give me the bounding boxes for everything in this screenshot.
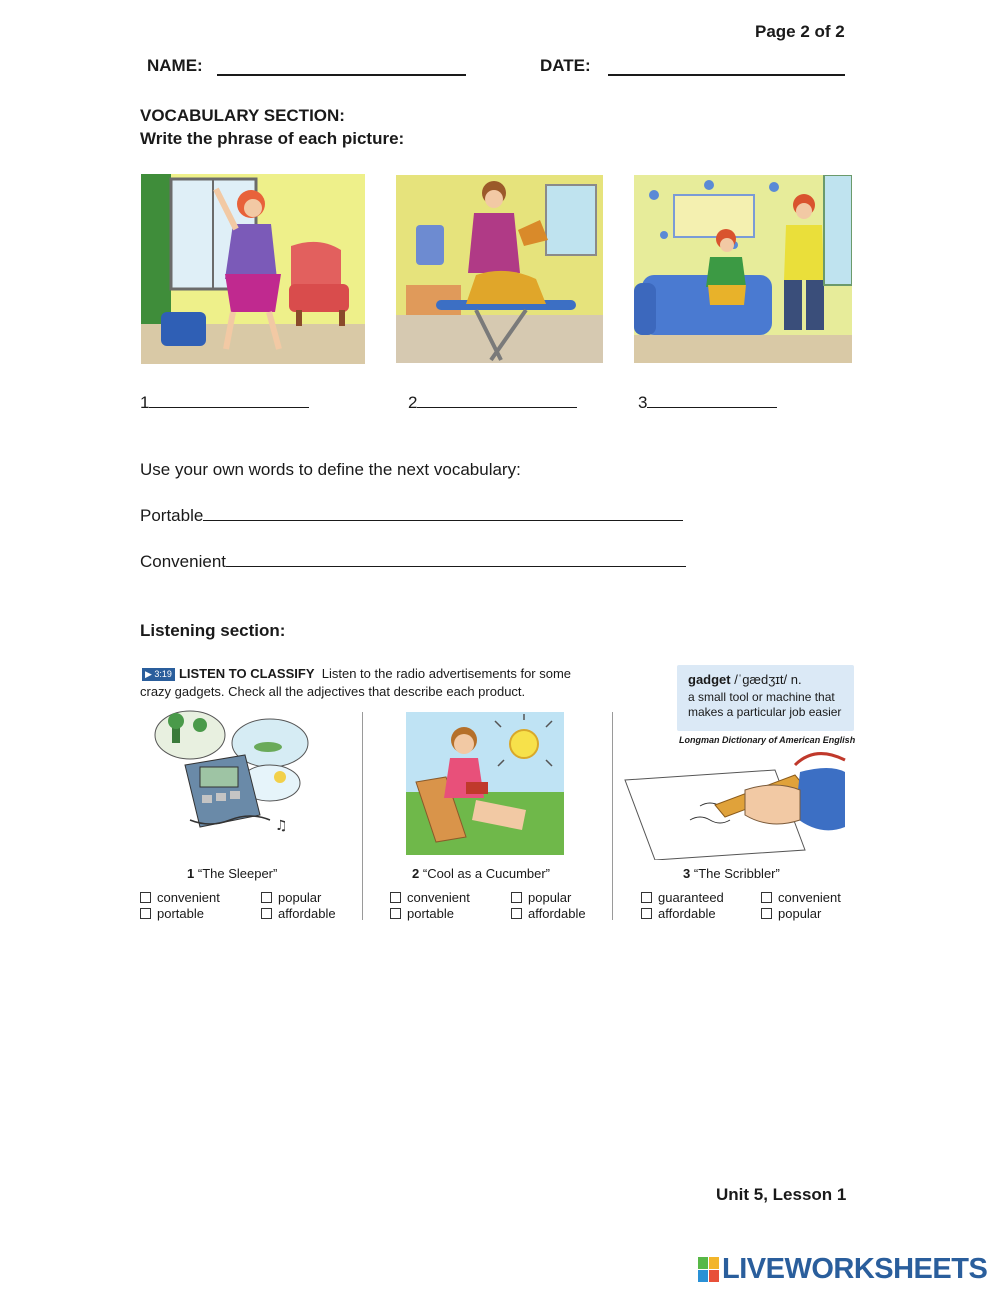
checkbox[interactable] bbox=[641, 908, 652, 919]
dictionary-definition-line2: makes a particular job easier bbox=[688, 705, 842, 719]
product-3-option-affordable[interactable]: affordable bbox=[641, 906, 716, 921]
product-2-option-affordable[interactable]: affordable bbox=[511, 906, 586, 921]
unit-lesson: Unit 5, Lesson 1 bbox=[716, 1185, 847, 1204]
picture-3-cold-room bbox=[634, 175, 852, 363]
picture-2-answer[interactable]: 2 bbox=[408, 393, 577, 413]
liveworksheets-brand[interactable]: LIVEWORKSHEETS bbox=[722, 1253, 988, 1285]
gadget-2-illustration bbox=[406, 712, 564, 855]
dictionary-definition-line1: a small tool or machine that bbox=[688, 690, 835, 704]
listen-instruction-line1: ▶ 3:19 LISTEN TO CLASSIFY Listen to the radio advertisements for some bbox=[142, 666, 571, 681]
checkbox[interactable] bbox=[511, 892, 522, 903]
svg-text:♫: ♫ bbox=[275, 818, 288, 834]
column-divider-2 bbox=[612, 712, 613, 920]
product-1-option-popular[interactable]: popular bbox=[261, 890, 321, 905]
page-indicator: Page 2 of 2 bbox=[755, 22, 845, 41]
checkbox[interactable] bbox=[261, 908, 272, 919]
vocabulary-title: VOCABULARY SECTION: bbox=[140, 106, 345, 125]
checkbox[interactable] bbox=[390, 908, 401, 919]
product-3-option-convenient[interactable]: convenient bbox=[761, 890, 841, 905]
checkbox[interactable] bbox=[761, 892, 772, 903]
product-1-option-convenient[interactable]: convenient bbox=[140, 890, 220, 905]
checkbox[interactable] bbox=[641, 892, 652, 903]
dictionary-headword: gadget /ˈgædʒɪt/ n. bbox=[688, 672, 802, 687]
product-3-caption: 3 “The Scribbler” bbox=[683, 866, 780, 881]
vocabulary-instruction: Write the phrase of each picture: bbox=[140, 129, 405, 148]
date-field[interactable] bbox=[608, 74, 845, 76]
checkbox[interactable] bbox=[261, 892, 272, 903]
checkbox[interactable] bbox=[761, 908, 772, 919]
listen-instruction-line2: crazy gadgets. Check all the adjectives that describe each product. bbox=[140, 684, 526, 699]
checkbox[interactable] bbox=[140, 892, 151, 903]
checkbox[interactable] bbox=[390, 892, 401, 903]
product-1-option-portable[interactable]: portable bbox=[140, 906, 204, 921]
play-icon: ▶ 3:19 bbox=[142, 668, 175, 681]
product-3-option-popular[interactable]: popular bbox=[761, 906, 821, 921]
name-field[interactable] bbox=[217, 74, 466, 76]
picture-2-man-ironing bbox=[396, 175, 603, 363]
picture-1-woman-closing-window bbox=[141, 174, 365, 364]
listening-title: Listening section: bbox=[140, 621, 286, 640]
define-instruction: Use your own words to define the next vocabulary: bbox=[140, 460, 521, 479]
product-3-option-guaranteed[interactable]: guaranteed bbox=[641, 890, 724, 905]
liveworksheets-logo-icon bbox=[698, 1257, 720, 1283]
date-label: DATE: bbox=[540, 56, 591, 75]
product-2-option-portable[interactable]: portable bbox=[390, 906, 454, 921]
definition-convenient[interactable]: Convenient bbox=[140, 552, 686, 572]
gadget-1-illustration bbox=[150, 705, 315, 845]
picture-3-answer[interactable]: 3 bbox=[638, 393, 777, 413]
checkbox[interactable] bbox=[140, 908, 151, 919]
name-label: NAME: bbox=[147, 56, 203, 75]
column-divider-1 bbox=[362, 712, 363, 920]
product-2-option-convenient[interactable]: convenient bbox=[390, 890, 470, 905]
dictionary-source: Longman Dictionary of American English bbox=[679, 735, 856, 745]
gadget-3-illustration bbox=[620, 750, 848, 860]
definition-portable[interactable]: Portable bbox=[140, 506, 683, 526]
product-1-caption: 1 “The Sleeper” bbox=[187, 866, 278, 881]
product-2-caption: 2 “Cool as a Cucumber” bbox=[412, 866, 551, 881]
product-1-option-affordable[interactable]: affordable bbox=[261, 906, 336, 921]
product-2-option-popular[interactable]: popular bbox=[511, 890, 571, 905]
checkbox[interactable] bbox=[511, 908, 522, 919]
picture-1-answer[interactable]: 1 bbox=[140, 393, 309, 413]
